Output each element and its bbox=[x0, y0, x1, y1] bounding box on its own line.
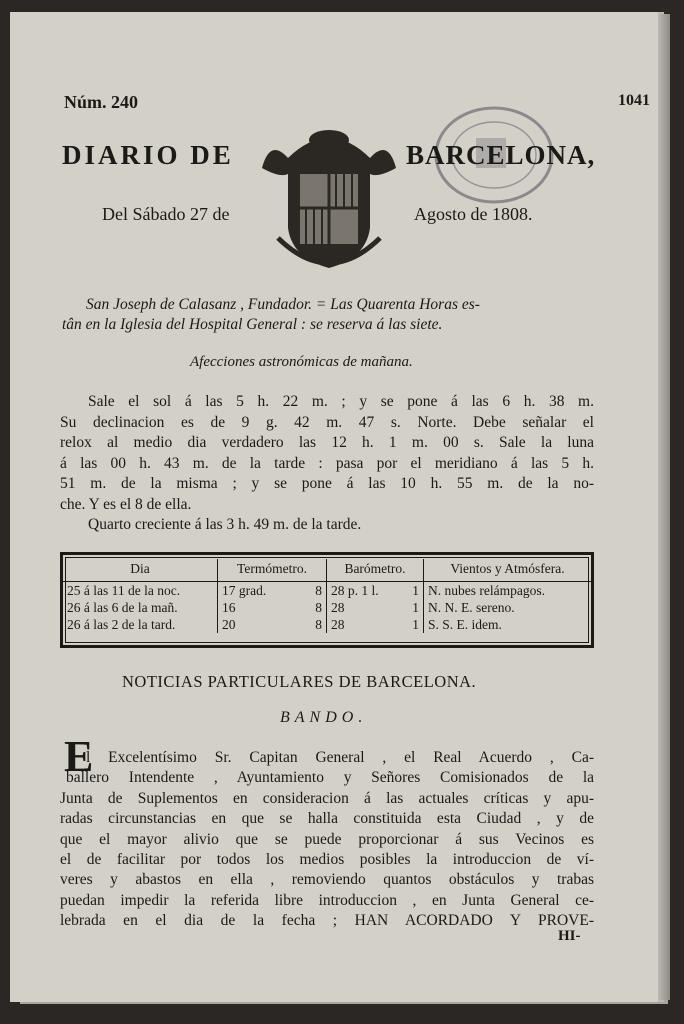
cell-dia: 26 á las 2 de la tard. bbox=[63, 616, 218, 633]
header-vientos: Vientos y Atmósfera. bbox=[424, 559, 592, 582]
header-dia: Dia bbox=[63, 559, 218, 582]
astronomy-line: che. Y es el 8 de ella. bbox=[60, 495, 192, 513]
astronomy-line: 51 m. de la misma ; y se pone á las 10 h. 55 m. de la no- bbox=[60, 475, 594, 492]
saints-line-1: San Joseph de Calasanz , Fundador. = Las Quarenta Horas es- bbox=[86, 296, 480, 313]
cell-barometro: 28 p. 1 l. 1 bbox=[327, 582, 424, 600]
cell-dia: 26 á las 6 de la mañ. bbox=[63, 599, 218, 616]
header-barometro: Barómetro. bbox=[327, 559, 424, 582]
cell-termometro: 20 8 bbox=[218, 616, 327, 633]
weather-table bbox=[63, 559, 591, 633]
body-line: Junta de Suplementos en consideracion á las actuales críticas y apu- bbox=[60, 789, 594, 807]
header-termometro: Termómetro. bbox=[218, 559, 327, 582]
date-left: Del Sábado 27 de bbox=[102, 204, 230, 224]
bando-paragraph bbox=[60, 748, 594, 932]
cell-termometro: 17 grad. 8 bbox=[218, 582, 327, 600]
astronomy-paragraph bbox=[60, 392, 594, 536]
bando-heading: BANDO. bbox=[280, 709, 368, 726]
catchword: HI- bbox=[558, 928, 581, 944]
cell-dia: 25 á las 11 de la noc. bbox=[63, 582, 218, 600]
astronomy-line: relox al medio dia verdadero las 12 h. 1 m. 00 s. Sale la luna bbox=[60, 434, 594, 451]
body-line: veres y abastos en ella , removiendo quantos obstáculos y trabas bbox=[60, 871, 594, 889]
table-row bbox=[63, 599, 591, 616]
cell-barometro: 28 1 bbox=[327, 616, 424, 633]
body-line: el de facilitar por todos los medios posibles la introduccion de ví- bbox=[60, 851, 594, 869]
saints-line-2: tân en la Iglesia del Hospital General : se reserva á las siete. bbox=[62, 316, 443, 333]
date-right: Agosto de 1808. bbox=[414, 204, 533, 224]
folio-number: 1041 bbox=[618, 92, 650, 109]
cell-vientos: N. N. E. sereno. bbox=[428, 600, 515, 615]
table-row bbox=[63, 582, 591, 600]
body-line: lebrada en el dia de la fecha ; HAN ACORDADO Y PROVE- bbox=[60, 912, 594, 930]
cell-vientos: N. nubes relámpagos. bbox=[428, 583, 545, 598]
table-row bbox=[63, 616, 591, 633]
body-line: puedan impedir la referida libre introduccion , en Junta General ce- bbox=[60, 891, 594, 909]
cell-vientos: S. S. E. idem. bbox=[428, 617, 502, 632]
masthead-title-left: DIARIO DE bbox=[62, 140, 234, 170]
cell-barometro: 28 1 bbox=[327, 599, 424, 616]
issue-number: Núm. 240 bbox=[64, 92, 139, 112]
newspaper-page bbox=[10, 12, 658, 1002]
body-line: que el mayor alivio que se puede proporcionar á sus Vecinos es bbox=[60, 830, 594, 848]
astronomy-line: Su declinacion es de 9 g. 42 m. 47 s. Norte. Debe señalar el bbox=[60, 413, 594, 431]
drop-cap: E bbox=[64, 732, 94, 781]
news-heading: NOTICIAS PARTICULARES DE BARCELONA. bbox=[122, 672, 477, 691]
body-line: ballero Intendente , Ayuntamiento y Señores Comisionados de la bbox=[66, 769, 594, 787]
weather-table-frame bbox=[60, 552, 594, 648]
astronomy-heading: Afecciones astronómicas de mañana. bbox=[190, 354, 413, 370]
body-line: radas circunstancias en que se halla constituida esta Ciudad , y de bbox=[60, 810, 594, 828]
astronomy-line: Sale el sol á las 5 h. 22 m. ; y se pone á las 6 h. 38 m. bbox=[88, 393, 594, 410]
masthead-title-right: BARCELONA, bbox=[406, 140, 596, 170]
coat-of-arms-icon bbox=[258, 118, 400, 274]
page-edge bbox=[658, 14, 670, 1000]
cell-termometro: 16 8 bbox=[218, 599, 327, 616]
astronomy-line: á las 00 h. 43 m. de la tarde : pasa por el meridiano á las 5 h. bbox=[60, 454, 594, 472]
moon-phase: Quarto creciente á las 3 h. 49 m. de la tarde. bbox=[88, 516, 362, 533]
body-line: l Excelentísimo Sr. Capitan General , el Real Acuerdo , Ca- bbox=[86, 749, 594, 766]
